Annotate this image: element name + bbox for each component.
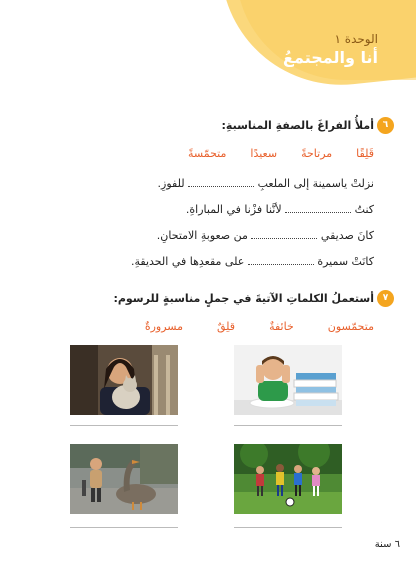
word-bank-item: مرتاحةً bbox=[301, 147, 333, 160]
exercise-6-word-bank bbox=[188, 147, 374, 160]
sentence-text: كانَ صديقي bbox=[320, 229, 374, 242]
sentence-1 bbox=[158, 177, 374, 190]
unit-title: أنا والمجتمعُ bbox=[283, 48, 378, 67]
exercise-7-number: ٧ bbox=[377, 290, 394, 307]
word-bank-item: قَلِقًا bbox=[356, 147, 374, 160]
word-bank-item: سعيدًا bbox=[250, 147, 278, 160]
word-bank-item: قلِقٌ bbox=[216, 320, 236, 333]
photo-child-with-goose bbox=[70, 444, 178, 514]
answer-line[interactable] bbox=[234, 425, 342, 426]
blank-field[interactable] bbox=[251, 230, 317, 239]
sentence-text: على مقعدِها في الحديقةِ. bbox=[131, 255, 245, 268]
answer-line[interactable] bbox=[70, 527, 178, 528]
sentence-4 bbox=[131, 255, 374, 268]
page-number: ٦ سنة bbox=[374, 539, 400, 550]
sentence-text: كانَتْ سميرة bbox=[317, 255, 374, 268]
unit-label: الوحدة ١ bbox=[334, 32, 378, 46]
word-bank-item: متحمّسةً bbox=[188, 147, 227, 160]
exercise-6-number: ٦ bbox=[377, 117, 394, 134]
answer-line[interactable] bbox=[234, 527, 342, 528]
word-bank-item: مسرورةٌ bbox=[144, 320, 183, 333]
answer-line[interactable] bbox=[70, 425, 178, 426]
sentence-2 bbox=[186, 203, 374, 216]
photo-kids-playing-football bbox=[234, 444, 342, 514]
sentence-text: كنتُ bbox=[354, 203, 374, 216]
exercise-7-instruction: أستعملُ الكلماتِ الآتيةَ في جملٍ مناسبةٍ للرسوم: bbox=[113, 292, 374, 305]
blank-field[interactable] bbox=[248, 256, 314, 265]
header-banner-overlay bbox=[236, 0, 416, 80]
exercise-7-word-bank bbox=[145, 320, 374, 333]
blank-field[interactable] bbox=[285, 204, 351, 213]
sentence-text: من صعوبةِ الامتحانِ. bbox=[156, 229, 248, 242]
blank-field[interactable] bbox=[188, 178, 254, 187]
photo-girl-with-cat bbox=[70, 345, 178, 415]
photo-boy-stressed bbox=[234, 345, 342, 415]
word-bank-item: متحمّسون bbox=[327, 320, 374, 333]
exercise-6-instruction: أملأُ الفراغَ بالصفةِ المناسبةِ: bbox=[221, 119, 374, 132]
sentence-text: للفوزِ. bbox=[157, 177, 185, 190]
word-bank-item: خائفةٌ bbox=[269, 320, 294, 333]
sentence-text: نزلتْ ياسمينة إلى الملعبِ bbox=[257, 177, 374, 190]
sentence-3 bbox=[157, 229, 374, 242]
sentence-text: لأنَّنا فزْنا في المباراةِ. bbox=[185, 203, 282, 216]
